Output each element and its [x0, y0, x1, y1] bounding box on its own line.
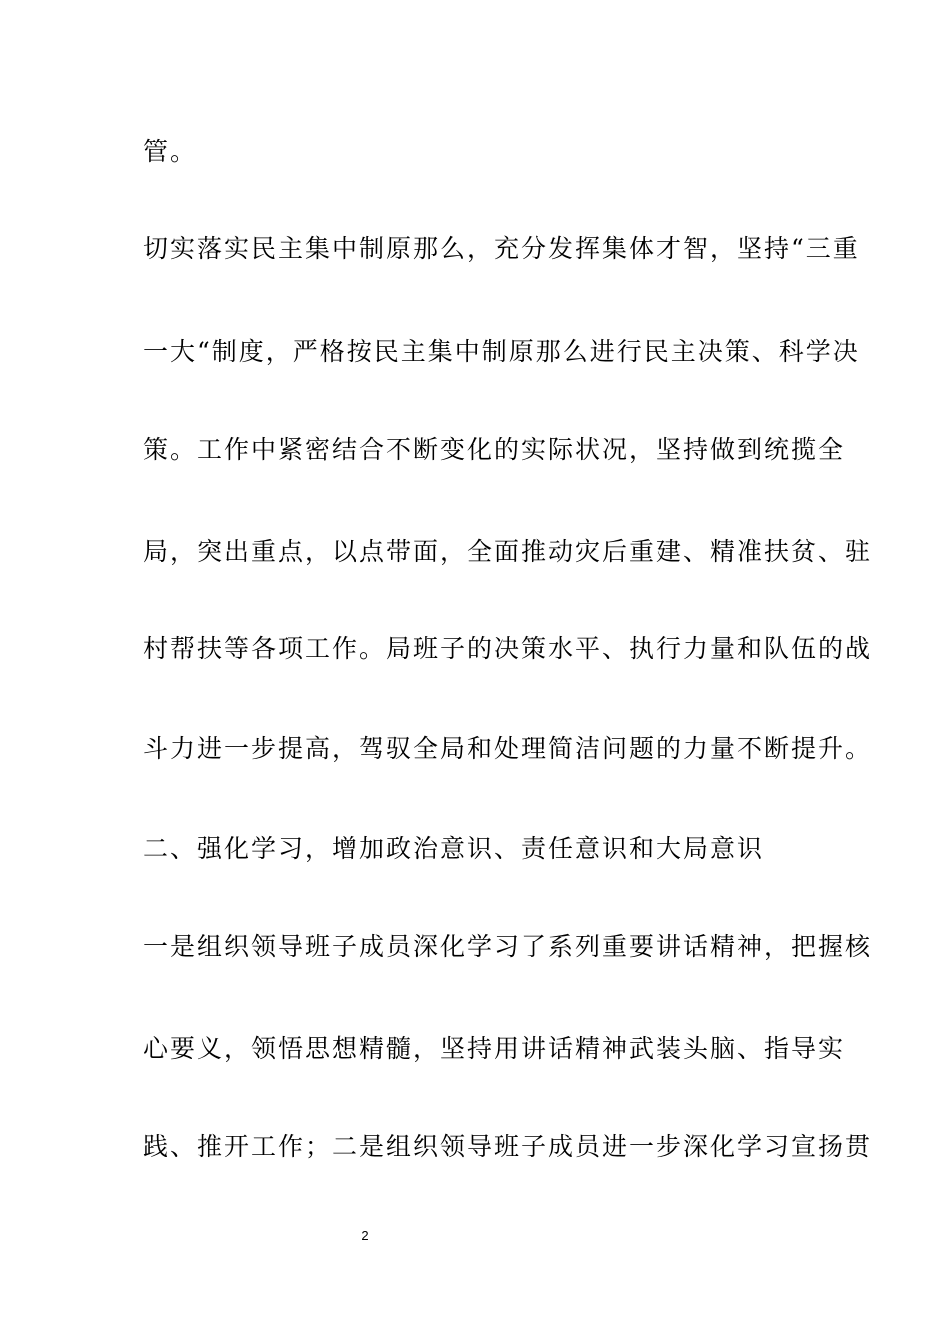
section-heading: 二、强化学习，增加政治意识、责任意识和大局意识	[143, 834, 765, 863]
paragraph-line: 一是组织领导班子成员深化学习了系列重要讲话精神，把握核	[143, 932, 873, 961]
paragraph-line: 斗力进一步提高，驾驭全局和处理简洁问题的力量不断提升。	[143, 734, 873, 763]
paragraph-line: 践、推开工作；二是组织领导班子成员进一步深化学习宣扬贯	[143, 1132, 873, 1161]
page-number: 2	[361, 1228, 369, 1243]
paragraph-line: 心要义，领悟思想精髓，坚持用讲话精神武装头脑、指导实	[143, 1034, 846, 1063]
paragraph-line: 村帮扶等各项工作。局班子的决策水平、执行力量和队伍的战	[143, 634, 873, 663]
paragraph-line: 策。工作中紧密结合不断变化的实际状况，坚持做到统揽全	[143, 435, 846, 464]
paragraph-line: 一大“制度，严格按民主集中制原那么进行民主决策、科学决	[143, 337, 860, 366]
paragraph-line: 局，突出重点，以点带面，全面推动灾后重建、精准扶贫、驻	[143, 537, 873, 566]
paragraph-line: 管。	[143, 137, 198, 166]
paragraph-line: 切实落实民主集中制原那么，充分发挥集体才智，坚持“三重	[143, 234, 860, 263]
